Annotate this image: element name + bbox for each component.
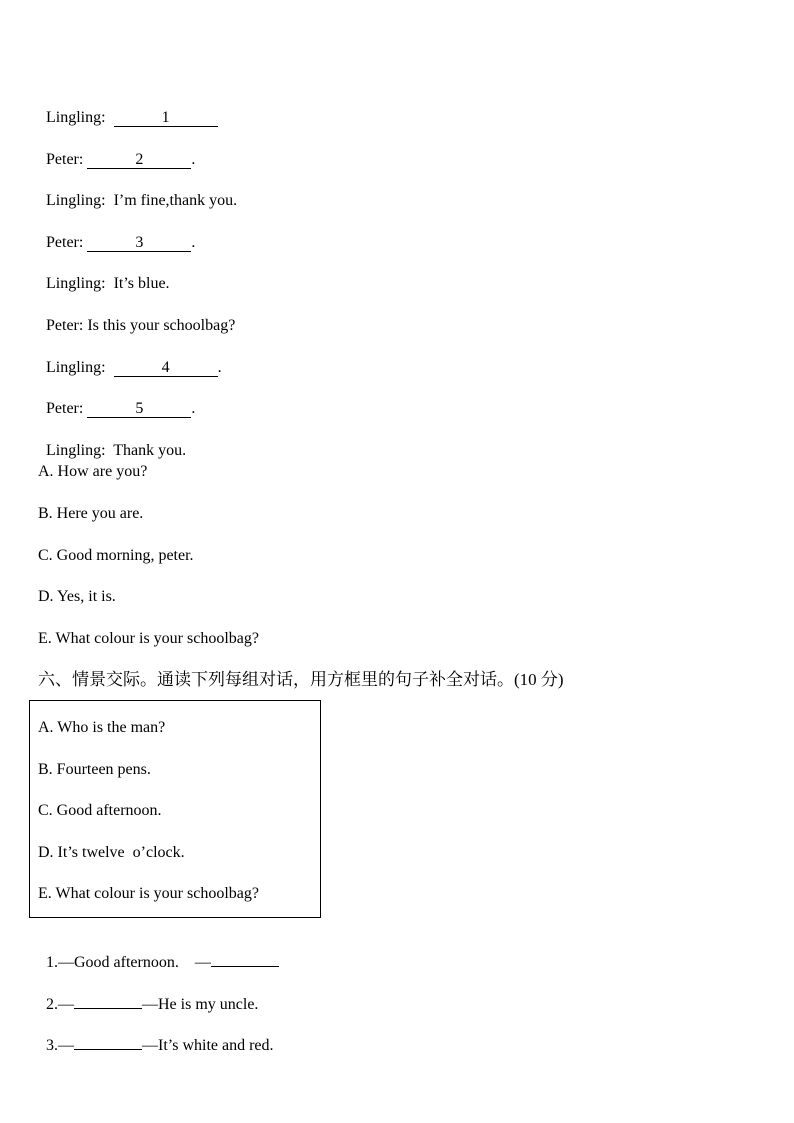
punct: . <box>217 359 222 376</box>
speaker: Peter: <box>46 234 84 251</box>
option-c: C. Good morning, peter. <box>38 547 194 564</box>
dialogue-line-2 <box>38 130 195 170</box>
dialogue-line-6 <box>38 296 235 336</box>
question-3 <box>38 1015 274 1056</box>
options-box <box>29 700 321 918</box>
option-a: A. How are you? <box>38 463 148 480</box>
blank-number: 5 <box>135 400 144 417</box>
box-option-c: C. Good afternoon. <box>38 802 162 819</box>
blank-1[interactable] <box>114 108 218 128</box>
question-line-b: —He is my uncle. <box>142 996 259 1013</box>
blank-4[interactable] <box>114 358 218 378</box>
box-option-d: D. It’s twelve o’clock. <box>38 844 185 861</box>
question-line-b: —It’s white and red. <box>142 1037 274 1054</box>
speaker: Lingling: <box>46 359 106 376</box>
dialogue-line-9 <box>38 421 186 461</box>
question-line-a: — <box>58 996 74 1013</box>
punct: . <box>191 151 196 168</box>
dialogue-line-7 <box>38 338 222 378</box>
speaker: Lingling: <box>46 275 106 292</box>
option-d: D. Yes, it is. <box>38 588 116 605</box>
question-line-a: —Good afternoon. <box>58 954 179 971</box>
speaker: Peter: <box>46 317 84 334</box>
speaker: Lingling: <box>46 442 106 459</box>
speaker: Lingling: <box>46 192 106 209</box>
blank-number: 3 <box>135 234 144 251</box>
answer-blank-3[interactable] <box>74 1035 142 1050</box>
speaker: Lingling: <box>46 109 106 126</box>
dialogue-line-1 <box>38 88 218 128</box>
option-e: E. What colour is your schoolbag? <box>38 630 259 647</box>
speaker: Peter: <box>46 400 84 417</box>
box-option-b: B. Fourteen pens. <box>38 761 151 778</box>
speaker: Peter: <box>46 151 84 168</box>
question-number: 2. <box>46 996 58 1013</box>
dialogue-line-4 <box>38 213 195 253</box>
punct: . <box>191 234 196 251</box>
answer-blank-2[interactable] <box>74 994 142 1009</box>
dialogue-text: Thank you. <box>113 442 187 459</box>
question-line-a: — <box>58 1037 74 1054</box>
blank-3[interactable] <box>87 233 191 253</box>
dialogue-line-8 <box>38 379 195 419</box>
dialogue-line-5 <box>38 254 170 294</box>
question-number: 1. <box>46 954 58 971</box>
dialogue-text: I’m fine,thank you. <box>113 192 238 209</box>
blank-number: 2 <box>135 151 144 168</box>
box-option-a: A. Who is the man? <box>38 719 166 736</box>
option-b: B. Here you are. <box>38 505 144 522</box>
dialogue-line-3 <box>38 171 237 211</box>
blank-2[interactable] <box>87 150 191 170</box>
dialogue-text: It’s blue. <box>113 275 170 292</box>
question-2 <box>38 974 258 1015</box>
box-option-e: E. What colour is your schoolbag? <box>38 885 259 902</box>
question-number: 3. <box>46 1037 58 1054</box>
answer-blank-1[interactable] <box>211 952 279 967</box>
blank-number: 4 <box>161 359 170 376</box>
question-line-b: — <box>194 954 211 971</box>
dialogue-text: Is this your schoolbag? <box>87 317 236 334</box>
punct: . <box>191 400 196 417</box>
section-6-heading: 六、情景交际。通读下列每组对话，用方框里的句子补全对话。(10 分) <box>38 670 564 689</box>
blank-number: 1 <box>161 109 170 126</box>
blank-5[interactable] <box>87 399 191 419</box>
question-1 <box>38 932 279 973</box>
